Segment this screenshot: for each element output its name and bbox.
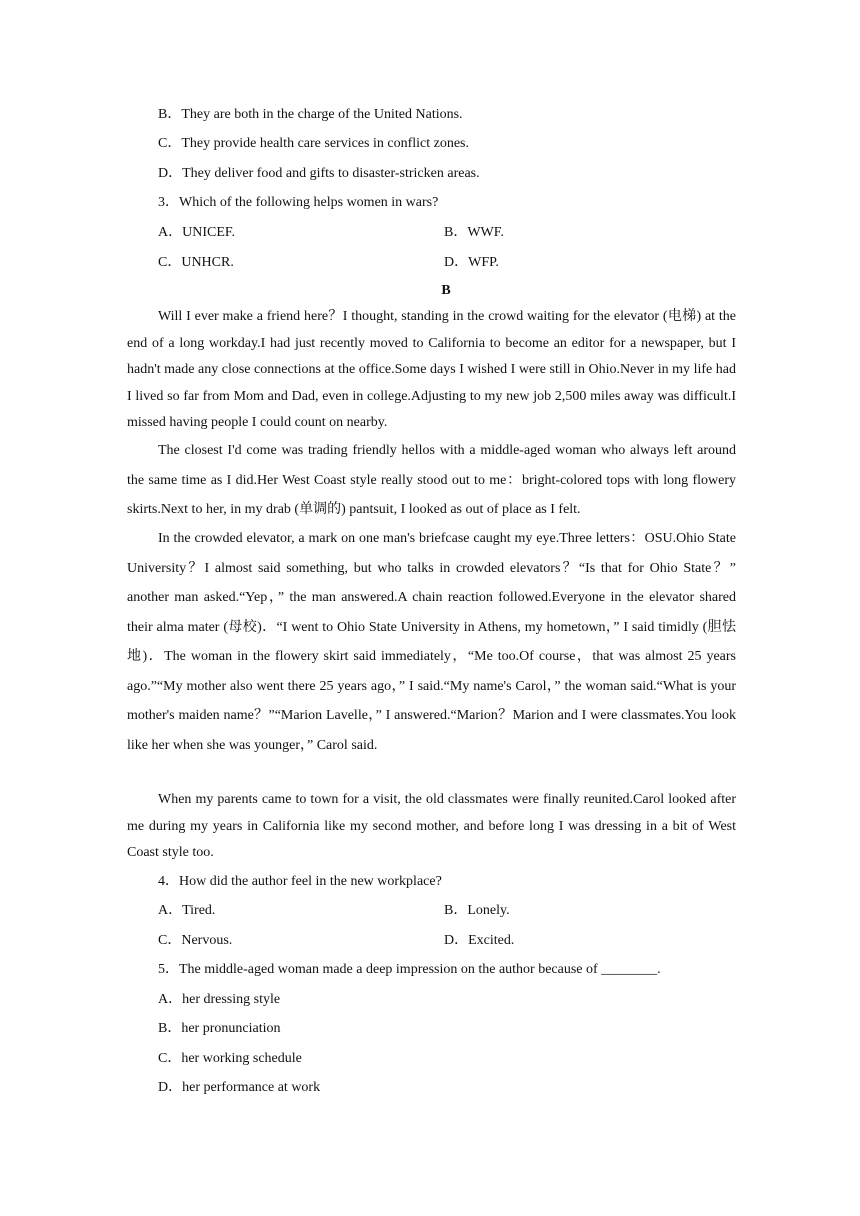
q3-option-c: C．UNHCR. [158,255,234,270]
passage-paragraph-3: In the crowded elevator, a mark on one man's briefcase caught my eye.Three letters：OSU.Ohio State University？I almost said something, but who talks in crowded elevators？“Is that for Ohio State？” another man asked.“Yep，” the man answered.A chain reaction followed.Everyone in the elevator shared their alma mater (母校)．“I went to Ohio State University in Athens, my hometown，” I said timidly (胆怯地)．The woman in the flowery skirt said immediately，“Me too.Of course，that was almost 25 years ago.”“My mother also went there 25 years ago，” I said.“My name's Carol，” the woman said.“What is your mother's maiden name？”“Marion Lavelle，” I answered.“Marion？Marion and I were classmates.You look like her when she was younger，” Carol said. [127,531,736,753]
q2-option-d: D．They deliver food and gifts to disaster-stricken areas. [158,166,480,181]
q5-question: 5．The middle-aged woman made a deep impression on the author because of ________. [158,962,661,977]
q5-option-c: C．her working schedule [158,1051,302,1066]
q3-question: 3．Which of the following helps women in wars? [158,195,439,210]
q4-option-a: A．Tired. [158,903,216,918]
section-b-heading: B [441,283,451,298]
passage-paragraph-1: Will I ever make a friend here？I thought, standing in the crowd waiting for the elevator (电梯) at the end of a long workday.I had just recently moved to California to become an editor for a newspaper, but I hadn't made any close connections at the office.Some days I wished I were still in Ohio.Never in my life had I lived so far from Mom and Dad, even in college.Adjusting to my new job 2,500 miles away was difficult.I missed having people I could count on nearby. [127,309,736,430]
q3-option-b: B．WWF. [444,225,504,240]
passage-paragraph-2: The closest I'd come was trading friendly hellos with a middle-aged woman who always left around the same time as I did.Her West Coast style really stood out to me：bright-colored tops with long flowery skirts.Next to her, in my drab (单调的) pantsuit, I looked as out of place as I felt. [127,443,736,517]
q4-option-c: C．Nervous. [158,933,233,948]
q5-option-d: D．her performance at work [158,1080,321,1095]
q3-option-a: A．UNICEF. [158,225,236,240]
q5-option-b: B．her pronunciation [158,1021,281,1036]
q4-option-d: D．Excited. [444,933,515,948]
q3-option-d: D．WFP. [444,255,499,270]
q2-option-b: B．They are both in the charge of the United Nations. [158,107,463,122]
q4-question: 4．How did the author feel in the new workplace? [158,874,442,889]
passage-paragraph-4: When my parents came to town for a visit, the old classmates were finally reunited.Carol looked after me during my years in California like my second mother, and before long I was dressing in a bit of West Coast style too. [127,792,736,860]
q4-option-b: B．Lonely. [444,903,510,918]
q2-option-c: C．They provide health care services in conflict zones. [158,136,469,151]
q5-option-a: A．her dressing style [158,992,281,1007]
